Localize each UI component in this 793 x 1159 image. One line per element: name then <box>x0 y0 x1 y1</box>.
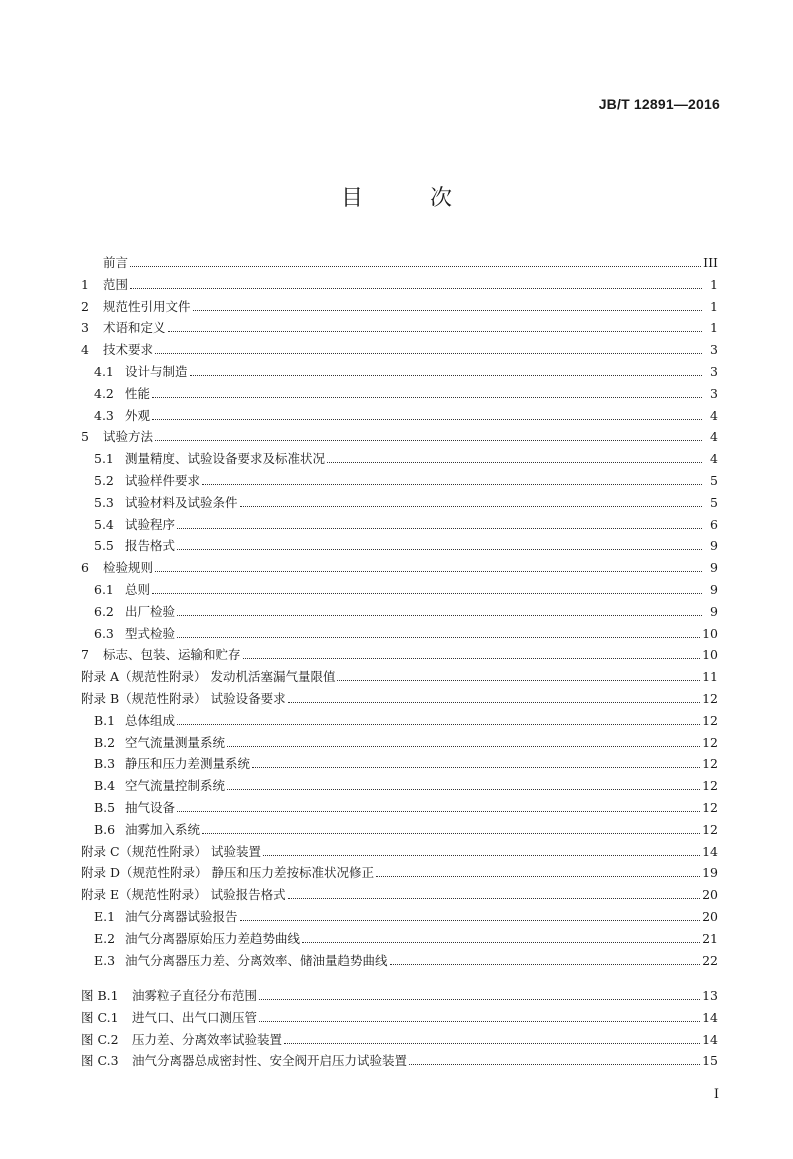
dot-leader <box>177 549 702 550</box>
toc-entry[interactable] <box>81 446 718 467</box>
toc-entry[interactable] <box>81 424 718 445</box>
entry-page: 12 <box>702 821 718 837</box>
entry-page: 11 <box>702 669 718 685</box>
entry-label: 性能 <box>125 385 151 401</box>
dot-leader <box>288 898 701 899</box>
dot-leader <box>240 920 701 921</box>
entry-page: 22 <box>702 952 718 968</box>
entry-number: 5.3 <box>94 494 114 510</box>
entry-label: 范围 <box>103 276 129 292</box>
entry-label: 检验规则 <box>103 560 154 576</box>
dot-leader <box>288 702 700 703</box>
entry-label: 试验方法 <box>103 429 154 445</box>
entry-page: 19 <box>702 865 718 881</box>
entry-page: 5 <box>710 473 718 488</box>
toc-entry[interactable] <box>81 359 718 380</box>
entry-page: 3 <box>710 385 718 401</box>
page-title: 目 次 <box>341 186 482 211</box>
toc-entry[interactable] <box>81 403 718 424</box>
entry-number: E.1 <box>94 909 116 924</box>
entry-label: 进气口、出气口测压管 <box>132 1009 258 1025</box>
dot-leader <box>193 310 702 311</box>
entry-number: 6.2 <box>94 603 114 619</box>
dot-leader <box>152 419 702 420</box>
entry-page: 1 <box>710 298 718 314</box>
dot-leader <box>376 876 700 877</box>
toc-entry[interactable] <box>81 773 718 794</box>
entry-number: 图 C.1 <box>81 1009 119 1025</box>
page-number: I <box>713 1087 719 1102</box>
dot-leader <box>190 375 702 376</box>
entry-label: 设计与制造 <box>125 364 188 379</box>
entry-number: 5.5 <box>94 538 114 554</box>
entry-number: B.3 <box>94 756 116 772</box>
entry-label: 附录 A（规范性附录） 发动机活塞漏气量限值 <box>81 669 336 685</box>
dot-leader <box>152 397 702 398</box>
entry-number: 6.3 <box>94 625 114 641</box>
entry-label: 型式检验 <box>125 625 176 641</box>
entry-label: 术语和定义 <box>103 320 166 336</box>
entry-label: 技术要求 <box>103 342 154 358</box>
entry-page: 12 <box>702 778 718 794</box>
dot-leader <box>177 528 702 529</box>
toc-entry[interactable] <box>81 250 718 271</box>
toc-entry[interactable] <box>81 795 718 816</box>
toc-entry[interactable] <box>81 664 718 685</box>
entry-page: 9 <box>710 582 718 597</box>
toc-entry[interactable] <box>81 926 718 947</box>
entry-page: 13 <box>702 988 718 1003</box>
dot-leader <box>302 942 700 943</box>
toc-entry[interactable] <box>81 577 718 598</box>
toc-entry[interactable] <box>81 860 718 881</box>
dot-leader <box>284 1043 700 1044</box>
entry-label: 出厂检验 <box>125 603 176 619</box>
dot-leader <box>177 637 700 638</box>
toc-entry[interactable] <box>81 294 718 315</box>
toc-entry[interactable] <box>81 730 718 751</box>
entry-page: 21 <box>702 930 718 946</box>
dot-leader <box>252 767 700 768</box>
entry-number: 5.1 <box>94 451 114 467</box>
entry-page: 10 <box>702 647 718 663</box>
entry-page: 1 <box>710 320 718 336</box>
entry-page: 4 <box>710 429 718 445</box>
toc-entry[interactable] <box>81 642 718 663</box>
dot-leader <box>263 855 700 856</box>
entry-page: 6 <box>710 516 718 532</box>
entry-number: 4.3 <box>94 407 114 423</box>
entry-number: B.2 <box>94 734 116 750</box>
toc-entry[interactable] <box>81 882 718 903</box>
entry-number: 6.1 <box>94 582 114 597</box>
entry-page: 20 <box>702 909 718 924</box>
dot-leader <box>390 964 701 965</box>
toc-entry[interactable] <box>81 272 718 293</box>
dot-leader <box>130 288 702 289</box>
entry-number: 图 B.1 <box>81 988 119 1003</box>
entry-page: 9 <box>710 603 718 619</box>
toc-entry[interactable] <box>81 512 718 533</box>
dot-leader <box>337 680 700 681</box>
entry-label: 油雾加入系统 <box>125 821 201 837</box>
entry-page: 14 <box>702 1009 718 1025</box>
entry-number: 7 <box>81 647 89 663</box>
entry-page: 10 <box>702 625 718 641</box>
entry-label: 测量精度、试验设备要求及标准状况 <box>125 451 326 467</box>
entry-label: 空气流量控制系统 <box>125 778 226 794</box>
dot-leader <box>130 266 701 267</box>
toc-entry[interactable] <box>81 490 718 511</box>
entry-number: 图 C.3 <box>81 1053 119 1069</box>
entry-page: 12 <box>702 734 718 750</box>
entry-page: 14 <box>702 843 718 859</box>
figure-list-entry[interactable] <box>81 1048 718 1069</box>
entry-page: 4 <box>710 407 718 423</box>
entry-label: 油气分离器试验报告 <box>125 909 238 924</box>
entry-label: 附录 C（规范性附录） 试验装置 <box>81 843 262 859</box>
entry-label: 试验程序 <box>125 516 176 532</box>
figure-list-entry[interactable] <box>81 983 718 1004</box>
entry-number: 4.2 <box>94 385 114 401</box>
entry-number: 2 <box>81 298 89 314</box>
entry-number: 5.2 <box>94 473 114 488</box>
entry-label: 油雾粒子直径分布范围 <box>132 988 258 1003</box>
entry-label: 前言 <box>103 255 129 270</box>
figure-list-entry[interactable] <box>81 1005 718 1026</box>
entry-label: 附录 D（规范性附录） 静压和压力差按标准状况修正 <box>81 865 374 881</box>
standard-number: JB/T 12891—2016 <box>598 96 720 112</box>
entry-number: B.6 <box>94 821 116 837</box>
entry-page: 12 <box>702 756 718 772</box>
toc-entry[interactable] <box>81 708 718 729</box>
toc-entry[interactable] <box>81 599 718 620</box>
entry-page: 9 <box>710 538 718 554</box>
toc-entry[interactable] <box>81 948 718 969</box>
entry-label: 外观 <box>125 407 151 423</box>
entry-label: 试验样件要求 <box>125 473 201 488</box>
entry-label: 油气分离器压力差、分离效率、储油量趋势曲线 <box>125 952 388 968</box>
entry-page: 3 <box>710 342 718 358</box>
dot-leader <box>177 811 700 812</box>
dot-leader <box>155 353 702 354</box>
entry-label: 抽气设备 <box>125 800 176 815</box>
toc-entry[interactable] <box>81 533 718 554</box>
toc-entry[interactable] <box>81 839 718 860</box>
entry-label: 压力差、分离效率试验装置 <box>132 1031 283 1047</box>
entry-number: 5.4 <box>94 516 114 532</box>
dot-leader <box>259 999 700 1000</box>
dot-leader <box>243 658 701 659</box>
entry-page: 12 <box>702 800 718 815</box>
entry-number: E.3 <box>94 952 116 968</box>
entry-number: 4.1 <box>94 364 114 379</box>
entry-page: 1 <box>710 276 718 292</box>
dot-leader <box>240 506 702 507</box>
dot-leader <box>152 593 702 594</box>
toc-entry[interactable] <box>81 751 718 772</box>
entry-label: 空气流量测量系统 <box>125 734 226 750</box>
entry-page: 12 <box>702 691 718 706</box>
entry-label: 试验材料及试验条件 <box>125 494 238 510</box>
entry-number: 5 <box>81 429 89 445</box>
entry-page: 9 <box>710 560 718 576</box>
entry-page: 4 <box>710 451 718 467</box>
entry-label: 规范性引用文件 <box>103 298 191 314</box>
entry-label: 静压和压力差测量系统 <box>125 756 251 772</box>
entry-page: 3 <box>710 364 718 379</box>
entry-page: 5 <box>710 494 718 510</box>
figure-list-entry[interactable] <box>81 1027 718 1048</box>
entry-label: 附录 E（规范性附录） 试验报告格式 <box>81 887 286 903</box>
toc-entry[interactable] <box>81 315 718 336</box>
dot-leader <box>177 724 700 725</box>
dot-leader <box>227 789 700 790</box>
toc-entry[interactable] <box>81 904 718 925</box>
entry-label: 附录 B（规范性附录） 试验设备要求 <box>81 691 286 706</box>
entry-number: B.1 <box>94 712 116 728</box>
toc-entry[interactable] <box>81 686 718 707</box>
toc-entry[interactable] <box>81 337 718 358</box>
entry-label: 标志、包装、运输和贮存 <box>103 647 241 663</box>
entry-page: 20 <box>702 887 718 903</box>
dot-leader <box>227 746 700 747</box>
toc-entry[interactable] <box>81 621 718 642</box>
dot-leader <box>202 484 702 485</box>
dot-leader <box>409 1064 700 1065</box>
entry-label: 总体组成 <box>125 712 176 728</box>
entry-label: 油气分离器原始压力差趋势曲线 <box>125 930 301 946</box>
entry-label: 报告格式 <box>125 538 176 554</box>
dot-leader <box>177 615 702 616</box>
entry-page: 15 <box>702 1053 718 1069</box>
toc-entry[interactable] <box>81 468 718 489</box>
entry-label: 总则 <box>125 582 151 597</box>
entry-label: 油气分离器总成密封性、安全阀开启压力试验装置 <box>132 1053 408 1069</box>
toc-entry[interactable] <box>81 555 718 576</box>
toc-entry[interactable] <box>81 381 718 402</box>
dot-leader <box>202 833 700 834</box>
entry-number: B.4 <box>94 778 116 794</box>
dot-leader <box>168 331 702 332</box>
entry-number: 图 C.2 <box>81 1031 119 1047</box>
entry-number: 3 <box>81 320 89 336</box>
entry-number: 4 <box>81 342 89 358</box>
entry-number: 6 <box>81 560 89 576</box>
toc-entry[interactable] <box>81 817 718 838</box>
entry-page: 14 <box>702 1031 718 1047</box>
entry-number: B.5 <box>94 800 116 815</box>
entry-page: III <box>703 255 718 270</box>
entry-number: 1 <box>81 276 89 292</box>
entry-number: E.2 <box>94 930 116 946</box>
dot-leader <box>259 1021 700 1022</box>
dot-leader <box>155 440 702 441</box>
entry-page: 12 <box>702 712 718 728</box>
dot-leader <box>155 571 702 572</box>
dot-leader <box>327 462 702 463</box>
